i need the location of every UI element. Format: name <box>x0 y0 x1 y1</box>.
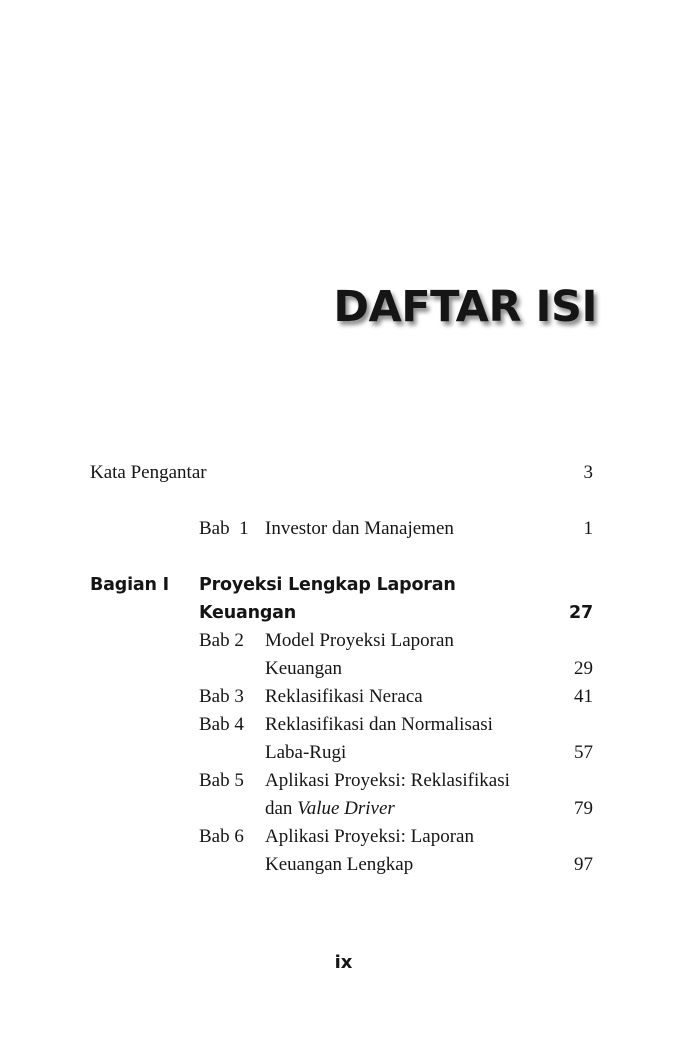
toc-chapter-2-page: 29 <box>574 658 593 679</box>
toc-part-1-page: 27 <box>569 603 593 623</box>
toc-chapter-5-page: 79 <box>574 798 593 819</box>
toc-chapter-3-number: Bab 3 <box>199 686 244 707</box>
toc-chapter-3-title: Reklasifikasi Neraca <box>265 686 423 707</box>
toc-chapter-5-title-line2-italic: Value Driver <box>297 798 395 819</box>
page-number: ix <box>334 952 353 973</box>
toc-chapter-1-title: Investor dan Manajemen <box>265 518 454 539</box>
toc-chapter-6-title-line1: Aplikasi Proyeksi: Laporan <box>265 826 474 847</box>
toc-chapter-4-page: 57 <box>574 742 593 763</box>
toc-entry-preface-page: 3 <box>583 462 593 483</box>
toc-chapter-3-page: 41 <box>574 686 593 707</box>
page-title: DAFTAR ISI <box>333 282 597 332</box>
toc-chapter-2-title-line1: Model Proyeksi Laporan <box>265 630 454 651</box>
toc-chapter-5-title-line1: Aplikasi Proyeksi: Reklasifikasi <box>265 770 510 791</box>
toc-chapter-2-number: Bab 2 <box>199 630 244 651</box>
toc-chapter-4-title-line2: Laba-Rugi <box>265 742 347 763</box>
toc-chapter-2-title-line2: Keuangan <box>265 658 343 679</box>
toc-chapter-5-title-line2 <box>265 795 395 823</box>
toc-part-1-title-line2: Keuangan <box>199 603 297 623</box>
toc-part-1-label: Bagian I <box>90 575 169 595</box>
toc-chapter-4-number: Bab 4 <box>199 714 244 735</box>
toc-chapter-6-number: Bab 6 <box>199 826 244 847</box>
toc-chapter-1-page: 1 <box>583 518 593 539</box>
toc-chapter-5-number: Bab 5 <box>199 770 244 791</box>
toc-entry-preface-label: Kata Pengantar <box>90 462 207 483</box>
toc-part-1-title-line1: Proyeksi Lengkap Laporan <box>199 575 456 595</box>
toc-chapter-5-title-line2-prefix: dan <box>265 798 298 819</box>
toc-chapter-4-title-line1: Reklasifikasi dan Normalisasi <box>265 714 493 735</box>
toc-chapter-6-page: 97 <box>574 854 593 875</box>
toc-chapter-1-number: Bab 1 <box>199 518 249 539</box>
toc-chapter-6-title-line2: Keuangan Lengkap <box>265 854 414 875</box>
